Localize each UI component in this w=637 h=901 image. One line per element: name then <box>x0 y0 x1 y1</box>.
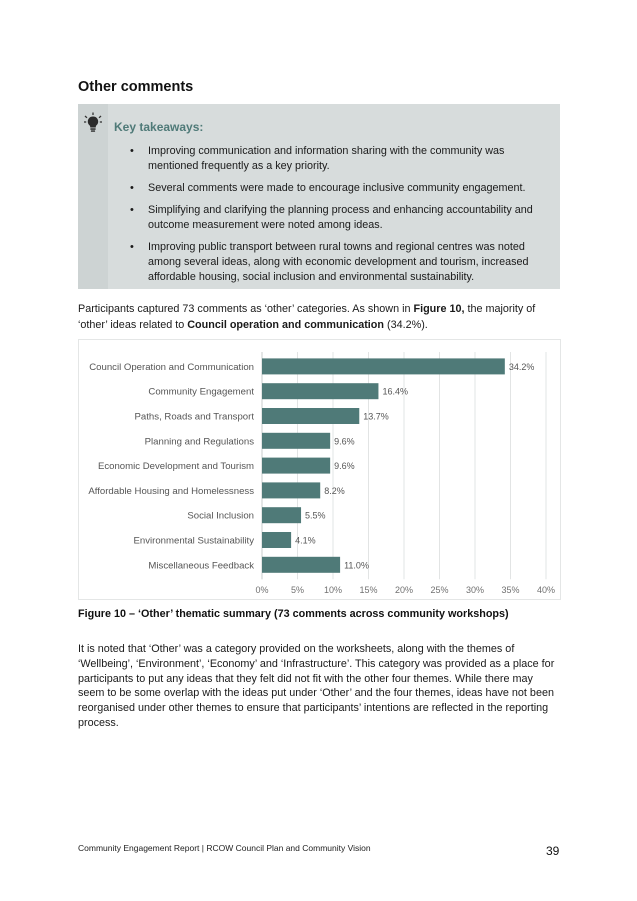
bar <box>262 532 291 548</box>
x-tick-label: 35% <box>501 585 520 596</box>
footer-text: Community Engagement Report | RCOW Council Plan and Community Vision <box>78 843 371 853</box>
data-label: 8.2% <box>324 485 345 496</box>
highlight-text: Council operation and communication <box>187 318 384 331</box>
page-number: 39 <box>546 844 560 858</box>
x-tick-label: 10% <box>323 585 343 596</box>
bar <box>262 482 320 498</box>
x-tick-label: 15% <box>359 585 378 596</box>
category-label: Community Engagement <box>148 386 254 398</box>
category-label: Social Inclusion <box>187 510 254 522</box>
data-label: 34.2% <box>508 361 535 372</box>
figure-10-chart <box>78 339 561 600</box>
takeaways-heading: Key takeaways: <box>114 120 204 134</box>
category-label: Affordable Housing and Homelessness <box>88 485 254 497</box>
bar <box>262 557 340 573</box>
category-label: Environmental Sustainability <box>133 535 254 547</box>
figure-reference: Figure 10, <box>413 303 465 315</box>
bar <box>262 383 378 399</box>
section-title: Other comments <box>78 79 194 95</box>
body-paragraph: It is noted that ‘Other’ was a category provided on the worksheets, along with the themes of ‘Wellbeing’, ‘Environment’, ‘Economy’ and ‘Infrastructure’. This category was provided as a place for participants to put any ideas that they felt did not fit with the other four themes. While there may seem to be some overlap with the ideas put under ‘Other’ and the four themes, ideas have not been reorganised under other themes to ensure that participants’ intentions are reflected in the reporting process. <box>78 643 555 729</box>
takeaway-item: • Improving communication and information sharing with the community was mentioned frequently as a key priority. <box>130 144 554 174</box>
intro-text: Participants captured 73 comments as ‘other’ categories. As shown in <box>78 303 414 315</box>
bar <box>262 358 505 374</box>
category-label: Economic Development and Tourism <box>97 461 254 473</box>
x-tick-label: 40% <box>536 585 556 596</box>
takeaways-list <box>130 144 554 292</box>
x-tick-label: 0% <box>255 585 269 596</box>
category-label: Council Operation and Communication <box>89 361 254 373</box>
category-label: Planning and Regulations <box>144 436 254 448</box>
bar <box>262 433 330 449</box>
data-label: 11.0% <box>344 560 369 571</box>
bar <box>262 458 330 474</box>
takeaway-item: • Several comments were made to encourage inclusive community engagement. <box>130 181 554 196</box>
data-label: 5.5% <box>305 510 326 521</box>
takeaway-item: • Improving public transport between rural towns and regional centres was noted among several ideas, along with economic development and tourism, increased affordable housing, social inclusion and environmental sustainability. <box>130 240 554 285</box>
key-takeaways-box <box>78 104 560 289</box>
intro-paragraph <box>78 302 558 333</box>
x-tick-label: 30% <box>465 585 485 596</box>
data-label: 9.6% <box>334 436 355 447</box>
bar <box>262 507 301 523</box>
data-label: 4.1% <box>295 535 316 546</box>
category-label: Miscellaneous Feedback <box>148 560 254 572</box>
lightbulb-icon <box>84 112 102 134</box>
x-tick-label: 20% <box>394 585 414 596</box>
data-label: 13.7% <box>363 411 389 422</box>
data-label: 9.6% <box>334 461 355 472</box>
x-tick-label: 25% <box>430 585 449 596</box>
bar <box>262 408 359 424</box>
bar-chart <box>79 340 560 599</box>
x-tick-label: 5% <box>290 585 305 596</box>
takeaway-item: • Simplifying and clarifying the planning process and enhancing accountability and outcome measurement were noted among ideas. <box>130 203 554 233</box>
intro-text: the majority of ‘other’ ideas related to <box>78 303 536 331</box>
figure-caption: Figure 10 – ‘Other’ thematic summary (73 comments across community workshops) <box>78 608 509 620</box>
data-label: 16.4% <box>382 386 408 397</box>
category-label: Paths, Roads and Transport <box>134 411 254 423</box>
intro-text: (34.2%). <box>384 318 428 331</box>
